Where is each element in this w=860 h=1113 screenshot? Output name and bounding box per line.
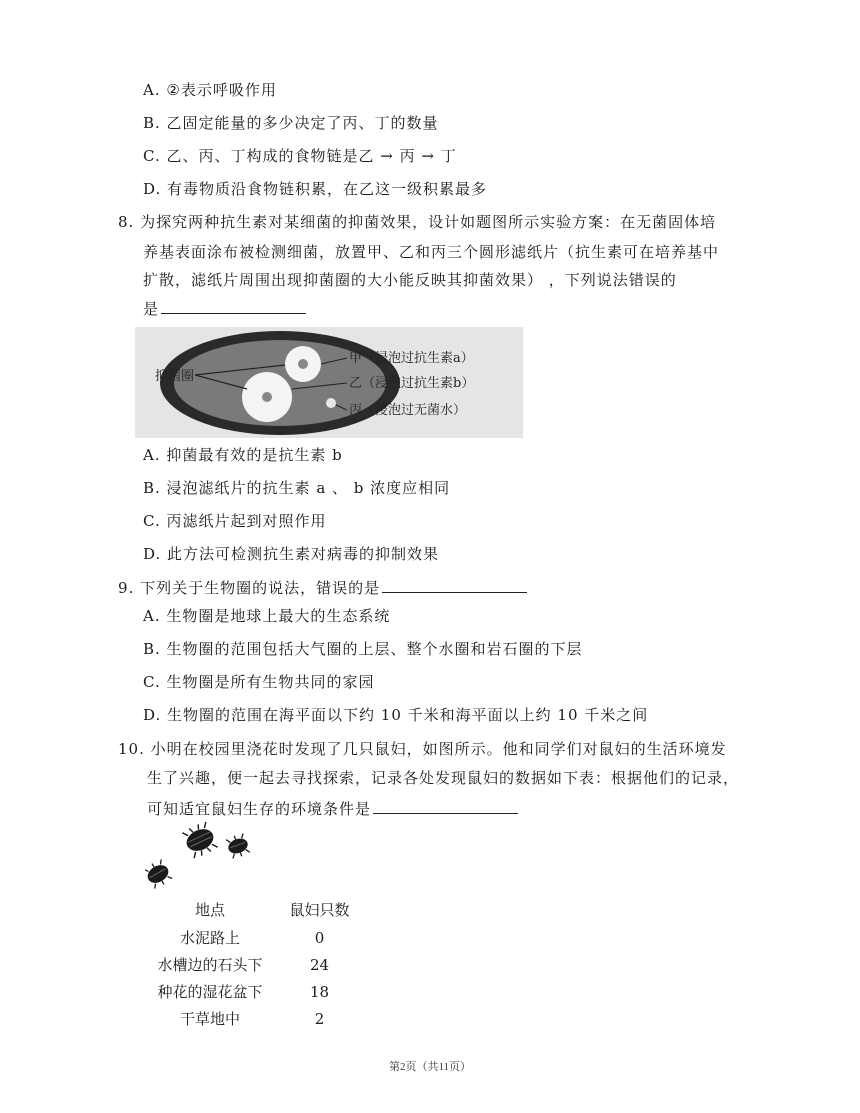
page-footer: 第2页（共11页） [388, 1061, 472, 1073]
q8-stem-line-2: 养基表面涂布被检测细菌，放置甲、乙和丙三个圆形滤纸片（抗生素可在培养基中 [143, 243, 720, 261]
woodlouse-icon [225, 832, 251, 860]
q8-option-a: A. 抑菌最有效的是抗生素 b [143, 446, 343, 464]
table-cell-location: 水泥路上 [179, 929, 240, 947]
q10-stem-line-1: 10. 小明在校园里浇花时发现了几只鼠妇，如图所示。他和同学们对鼠妇的生活环境发 [118, 740, 727, 758]
answer-blank [373, 798, 518, 814]
petri-dish-figure [135, 327, 523, 438]
q8-stem-text: 是 [143, 300, 160, 318]
woodlouse-icon [145, 858, 174, 890]
q7-option-b: B. 乙固定能量的多少决定了丙、丁的数量 [143, 114, 439, 132]
q9-stem-text: 9. 下列关于生物圈的说法，错误的是 [118, 579, 381, 597]
table-cell-count: 18 [309, 983, 330, 1001]
filter-disc-jia [298, 359, 308, 369]
woodlice-illustration [145, 822, 260, 892]
table-header-location: 地点 [194, 901, 225, 919]
filter-disc-bing [326, 398, 336, 408]
q10-stem-text: 可知适宜鼠妇生存的环境条件是 [147, 800, 372, 818]
q8-option-b: B. 浸泡滤纸片的抗生素 a 、 b 浓度应相同 [143, 479, 451, 497]
table-cell-count: 24 [309, 956, 330, 974]
q7-option-a: A. ②表示呼吸作用 [143, 81, 277, 99]
q9-stem [118, 577, 527, 598]
table-header-count: 鼠妇只数 [289, 901, 350, 919]
answer-blank [382, 577, 527, 593]
woodlouse-icon [181, 822, 219, 860]
table-cell-location: 干草地中 [179, 1010, 240, 1028]
q8-stem-line-4 [143, 298, 306, 319]
q9-option-b: B. 生物圈的范围包括大气圈的上层、整个水圈和岩石圈的下层 [143, 640, 583, 658]
table-cell-location: 水槽边的石头下 [157, 956, 263, 974]
figure-label-yi: 乙（浸泡过抗生素b） [349, 376, 475, 391]
figure-label-bing: 丙（浸泡过无菌水） [349, 403, 467, 418]
q8-stem-line-1: 8. 为探究两种抗生素对某细菌的抑菌效果，设计如题图所示实验方案：在无菌固体培 [118, 213, 717, 231]
figure-label-jia: 甲（浸泡过抗生素a） [349, 351, 474, 366]
q9-option-c: C. 生物圈是所有生物共同的家园 [143, 673, 375, 691]
table-cell-location: 种花的湿花盆下 [157, 983, 263, 1001]
q8-stem-line-3: 扩散，滤纸片周围出现抑菌圈的大小能反映其抑菌效果） ，下列说法错误的 [143, 271, 677, 289]
q10-stem-line-3 [147, 798, 518, 819]
q8-option-c: C. 丙滤纸片起到对照作用 [143, 512, 327, 530]
q7-option-c: C. 乙、丙、丁构成的食物链是乙 → 丙 → 丁 [143, 147, 457, 165]
q8-option-d: D. 此方法可检测抗生素对病毒的抑制效果 [143, 545, 440, 563]
q9-option-d: D. 生物圈的范围在海平面以下约 10 千米和海平面以上约 10 千米之间 [143, 706, 649, 724]
figure-label-zone: 抑菌圈 [155, 369, 195, 384]
q9-option-a: A. 生物圈是地球上最大的生态系统 [143, 607, 391, 625]
answer-blank [161, 298, 306, 314]
table-cell-count: 0 [314, 929, 325, 947]
q10-stem-line-2: 生了兴趣，便一起去寻找探索，记录各处发现鼠妇的数据如下表：根据他们的记录， [147, 769, 740, 787]
filter-disc-yi [262, 392, 272, 402]
q7-option-d: D. 有毒物质沿食物链积累，在乙这一级积累最多 [143, 180, 488, 198]
petri-dish-illustration [135, 327, 523, 438]
table-cell-count: 2 [314, 1010, 325, 1028]
